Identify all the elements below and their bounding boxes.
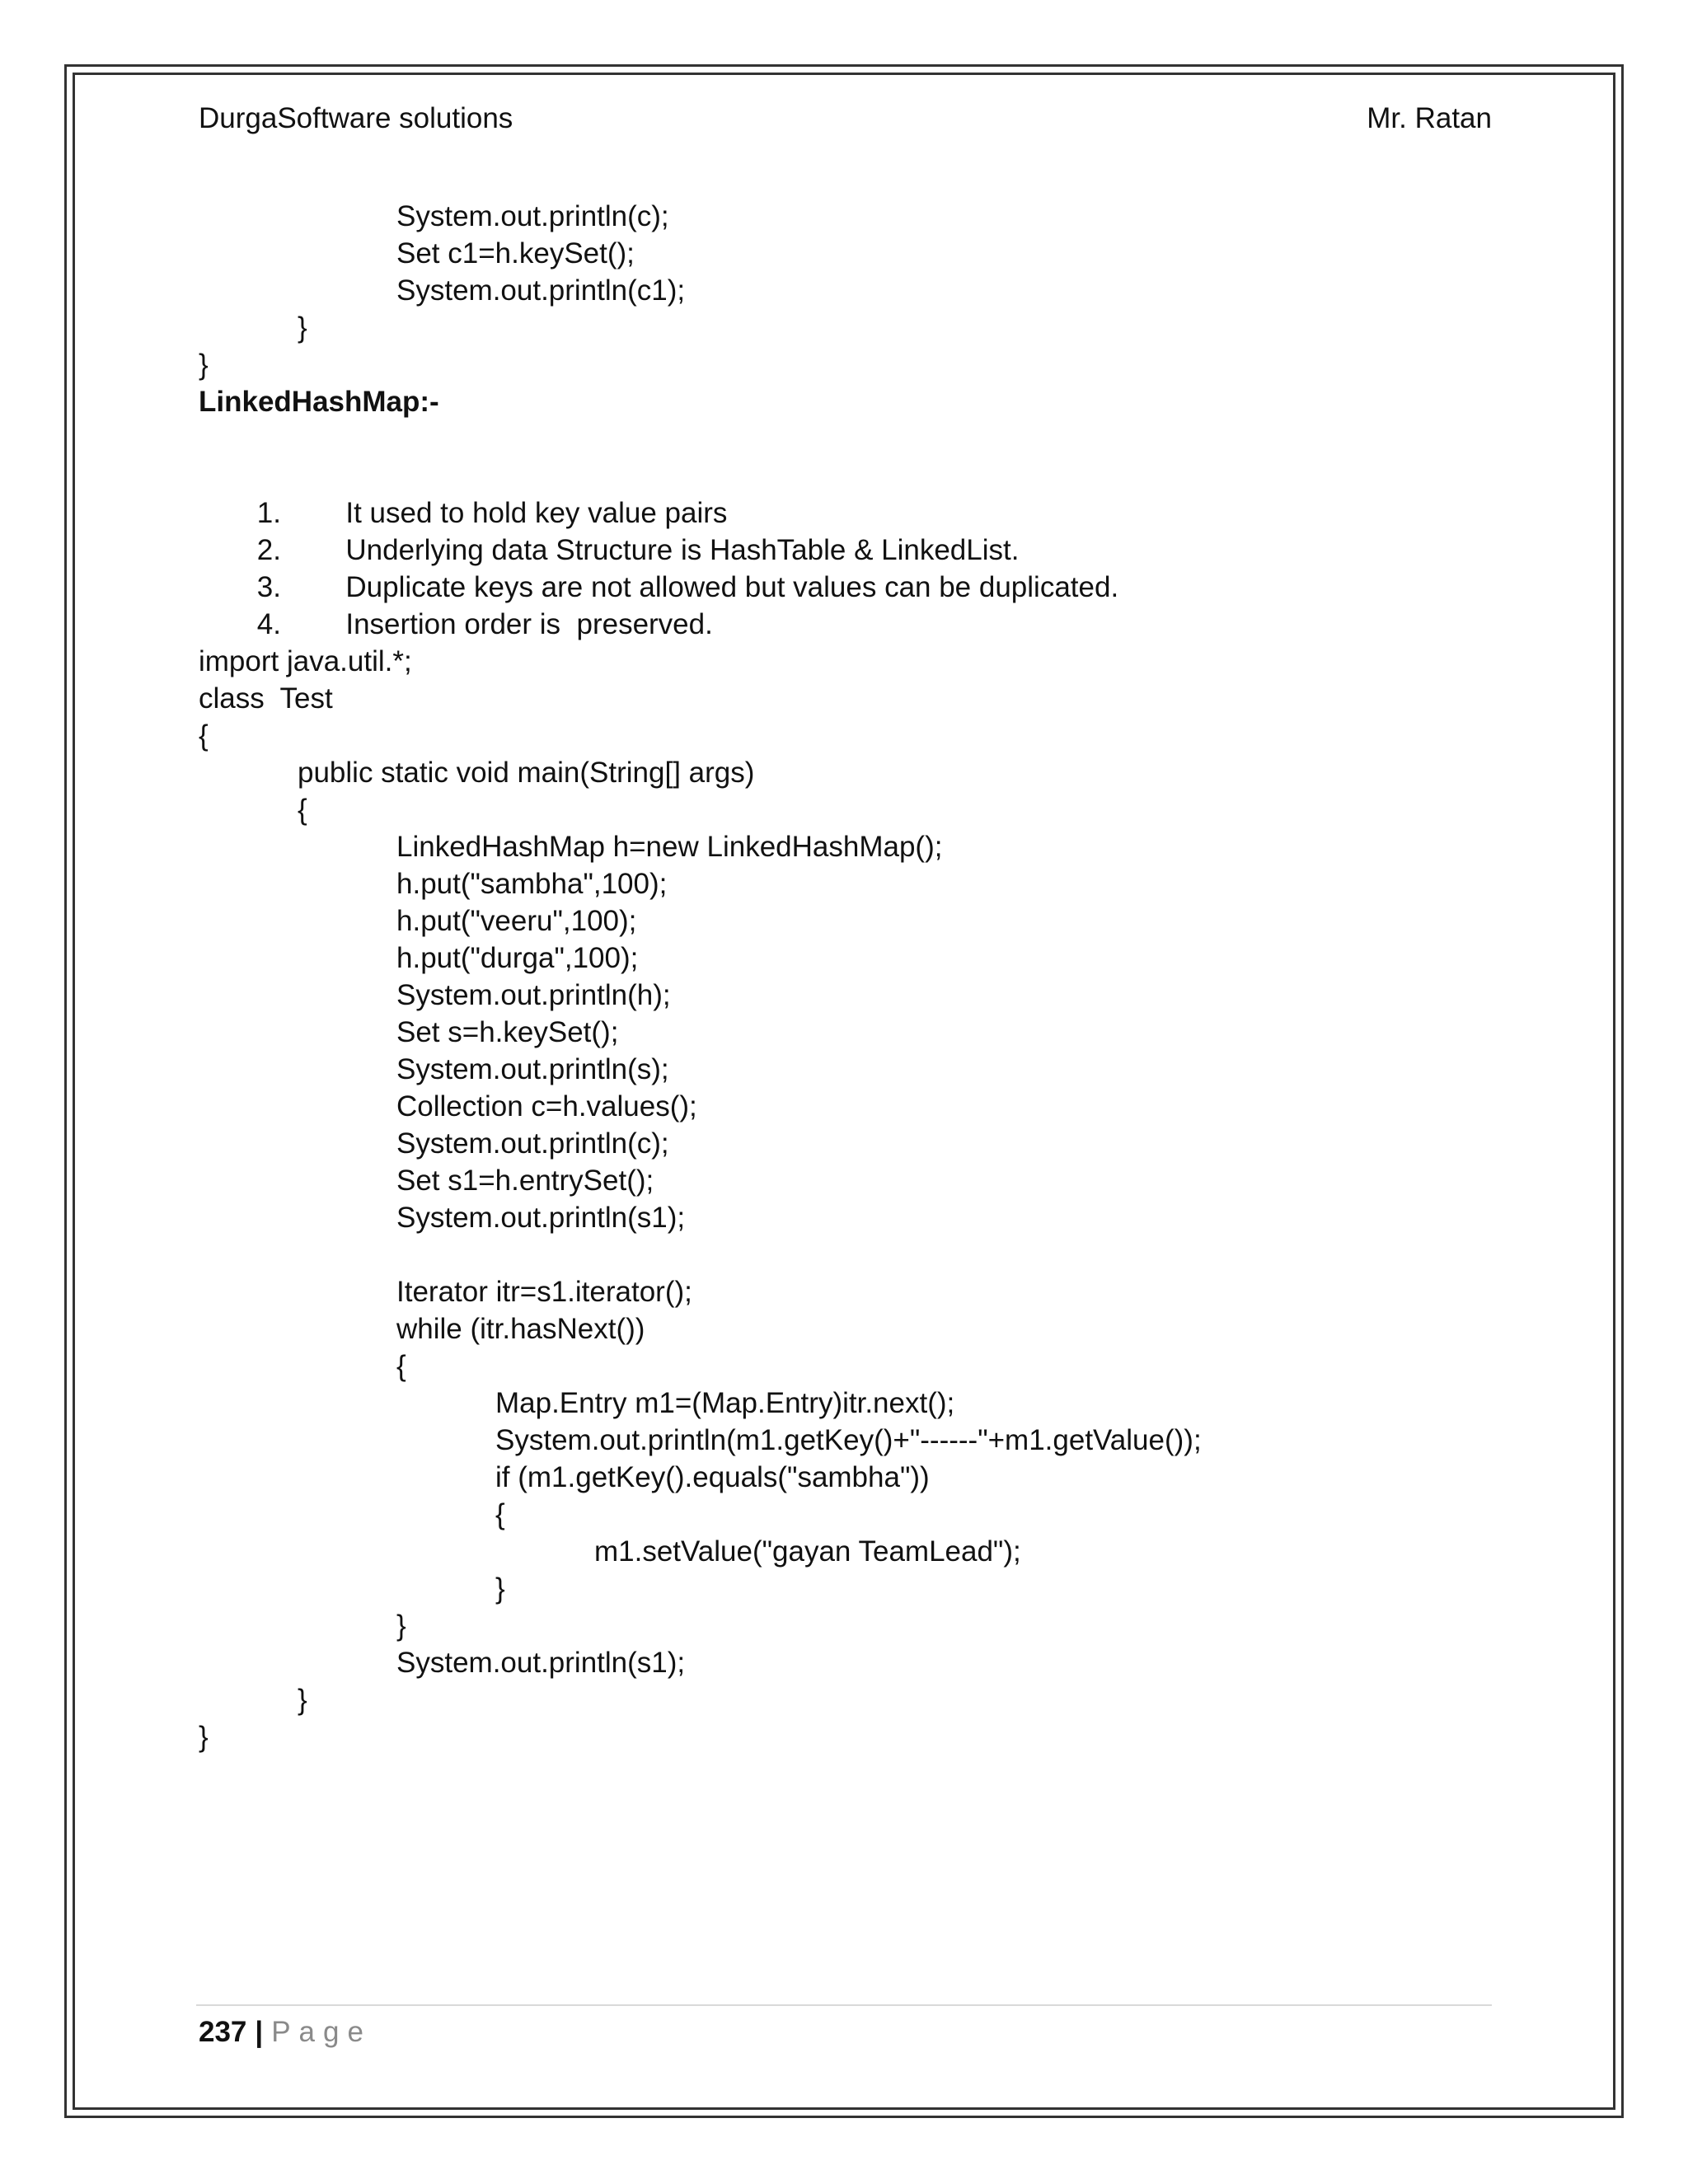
code-line: System.out.println(m1.getKey()+"------"+m1.getValue()); — [495, 1424, 1202, 1456]
code-line: public static void main(String[] args) — [298, 757, 755, 789]
code-line: Iterator itr=s1.iterator(); — [396, 1276, 692, 1308]
code-line: h.put("durga",100); — [396, 942, 639, 974]
list-text: Duplicate keys are not allowed but values can be duplicated. — [345, 571, 1119, 603]
list-item — [199, 532, 1493, 603]
spacer — [199, 1236, 1493, 1273]
code-line: class Test — [199, 682, 333, 715]
code-line: } — [495, 1572, 505, 1605]
code-line: } — [199, 1721, 209, 1753]
code-line: } — [396, 1610, 406, 1642]
code-line: while (itr.hasNext()) — [396, 1313, 645, 1345]
code-line: System.out.println(s); — [396, 1053, 669, 1085]
code-line: h.put("sambha",100); — [396, 868, 668, 900]
list-number: 3. — [256, 571, 281, 603]
page-label: Page — [271, 2016, 372, 2048]
section-title: LinkedHashMap:- — [199, 386, 439, 418]
code-line: { — [199, 719, 209, 752]
list-number: 1. — [256, 497, 281, 529]
code-line: System.out.println(s1); — [396, 1202, 686, 1234]
code-line: Set c1=h.keySet(); — [396, 237, 635, 269]
code-line: System.out.println(h); — [396, 979, 671, 1011]
header-author: Mr. Ratan — [1367, 102, 1492, 134]
list-text: Insertion order is preserved. — [345, 608, 713, 640]
page-body — [199, 198, 1493, 1755]
list-text: Underlying data Structure is HashTable & LinkedList. — [345, 534, 1020, 566]
code-line: { — [396, 1350, 406, 1382]
points-list — [199, 457, 1493, 640]
spacer — [199, 420, 1493, 457]
code-line: System.out.println(s1); — [396, 1647, 686, 1679]
page-footer — [199, 2014, 372, 2050]
code-line: Map.Entry m1=(Map.Entry)itr.next(); — [495, 1387, 955, 1419]
list-text: It used to hold key value pairs — [345, 497, 728, 529]
code-line: m1.setValue("gayan TeamLead"); — [594, 1535, 1021, 1568]
footer-divider — [196, 2004, 1492, 2006]
code-line: Collection c=h.values(); — [396, 1090, 697, 1122]
code-line: System.out.println(c); — [396, 200, 669, 232]
code-line: } — [298, 312, 307, 344]
code-line: System.out.println(c1); — [396, 274, 686, 307]
list-item — [199, 457, 1493, 529]
page-separator: | — [255, 2016, 264, 2048]
code-line: Set s=h.keySet(); — [396, 1016, 619, 1048]
code-line: { — [495, 1498, 505, 1530]
code-line: if (m1.getKey().equals("sambha")) — [495, 1461, 930, 1493]
code-line: } — [298, 1684, 307, 1716]
code-line: System.out.println(c); — [396, 1127, 669, 1160]
code-line: LinkedHashMap h=new LinkedHashMap(); — [396, 831, 943, 863]
list-item — [199, 569, 1493, 640]
code-line: } — [199, 349, 209, 381]
header-company: DurgaSoftware solutions — [199, 102, 513, 134]
code-line: Set s1=h.entrySet(); — [396, 1165, 654, 1197]
list-item — [199, 494, 1493, 566]
code-line: import java.util.*; — [199, 645, 412, 677]
code-line: { — [298, 794, 307, 826]
page-number: 237 — [199, 2016, 247, 2048]
list-number: 4. — [256, 608, 281, 640]
code-line: h.put("veeru",100); — [396, 905, 637, 937]
list-number: 2. — [256, 534, 281, 566]
